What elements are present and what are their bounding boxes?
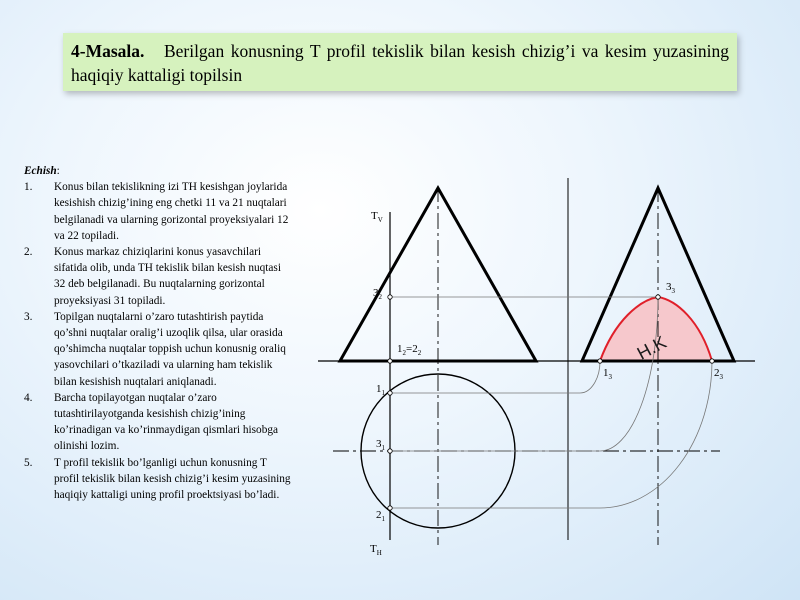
step-text: Konus markaz chiziqlarini konus yasavchilari sifatida olib, unda TH tekislik bilan kesish nuqtasi 32 deb belgilanadi. Bu nuqtalarning gorizontal proyeksiyasi 31 topiladi. bbox=[54, 246, 281, 307]
step-text: Barcha topilayotgan nuqtalar o’zaro tutashtirilayotganda kesishish chizig’ining ko’rinadigan va ko’rinmaydigan qismlari hisobga olinishi lozim. bbox=[54, 391, 279, 453]
solution-text: Echish: 1. Konus bilan tekislikning izi TH kesishgan joylarida kesishish chizig’ining eng chetki 11 va 21 nuqtalari belgilanadi va ularning gorizontal proyeksiyalari 12 va 22 topiladi. 2. Konus markaz chiziqlarini konus yasavchilari sifatida olib, unda TH tekislik bilan kesish nuqtasi 32 deb belgilanadi. Bu nuqtalarning gorizontal proyeksiyasi 31 topiladi. 3. Topilgan nuqtalarni o’zaro tutashtirish paytida qo’shni nuqtalar oralig’i uzoqlik qilsa, ular orasida qo’shimcha nuqtalar toppish uchun konusnig oraliq yasovchilari o’tkaziladi va ularning ham tekislik bilan kesishish nuqtalari aniqlanadi. 4. Barcha topilayotgan nuqtalar o’zaro tutashtirilayotganda kesishish chizig’ining ko’rinadigan va ko’rinmaydigan qismlari hisobga olinishi lozim. 5. T profil tekislik bo’lganligi uchun konusning T profil tekislik bilan kesish chizig’i kesim yuzasining haqiqiy kattaligi uning profil proektsiyasi bo’ladi. bbox=[24, 163, 294, 503]
label-3-1: $3_1$ bbox=[376, 438, 385, 452]
label-3-2: $3_2$ bbox=[373, 287, 382, 301]
step-text: Konus bilan tekislikning izi TH kesishgan joylarida kesishish chizig’ining eng chetki 11 va 21 nuqtalari belgilanadi va ularning gorizontal proyeksiyalari 12 va 22 topiladi. bbox=[54, 181, 289, 242]
title-text: Berilgan konusning T profil tekislik bilan kesish chizig’i va kesim yuzasining haqiqiy kattaligi topilsin bbox=[71, 41, 729, 85]
point-1-1 bbox=[388, 391, 392, 395]
step-text: T profil tekislik bo’lganligi uchun konusning T profil tekislik bilan kesish chizig’i kesim yuzasining haqiqiy kattaligi uning profil proektsiyasi bo’ladi. bbox=[54, 456, 291, 502]
step-text: Topilgan nuqtalarni o’zaro tutashtirish paytida qo’shni nuqtalar oralig’i uzoqlik qilsa, ular orasida qo’shimcha nuqtalar toppish uchun konusnig oraliq yasovchilari o’tkaziladi va ularning ham tekislik bilan kesishish nuqtalari aniqlanadi. bbox=[54, 310, 286, 388]
step-number: 4. bbox=[24, 391, 33, 404]
point-3-2 bbox=[388, 295, 392, 299]
label-3-3: $3_3$ bbox=[666, 281, 675, 295]
solution-heading: Echish bbox=[24, 165, 57, 177]
label-1-3: $1_3$ bbox=[603, 367, 612, 381]
label-hk: H.K bbox=[633, 331, 670, 364]
step-number: 3. bbox=[24, 310, 33, 323]
step-number: 2. bbox=[24, 246, 33, 259]
step-number: 1. bbox=[24, 181, 33, 194]
point-3-1 bbox=[388, 449, 392, 453]
point-1-3 bbox=[598, 359, 602, 363]
step-number: 5. bbox=[24, 456, 33, 469]
label-1-2-eq-2-2: $1_2=2_2$ bbox=[397, 343, 422, 357]
label-1-1: $1_1$ bbox=[376, 383, 385, 397]
label-2-1: $2_1$ bbox=[376, 509, 385, 523]
point-2-3 bbox=[710, 359, 714, 363]
point-2-1 bbox=[388, 506, 392, 510]
label-2-3: $2_3$ bbox=[714, 367, 723, 381]
point-1-2 bbox=[388, 359, 392, 363]
title-bold: 4-Masala. bbox=[71, 41, 145, 61]
point-3-3 bbox=[656, 295, 660, 299]
label-tv: $T_V$ bbox=[371, 210, 383, 224]
label-th: $T_H$ bbox=[370, 543, 382, 557]
